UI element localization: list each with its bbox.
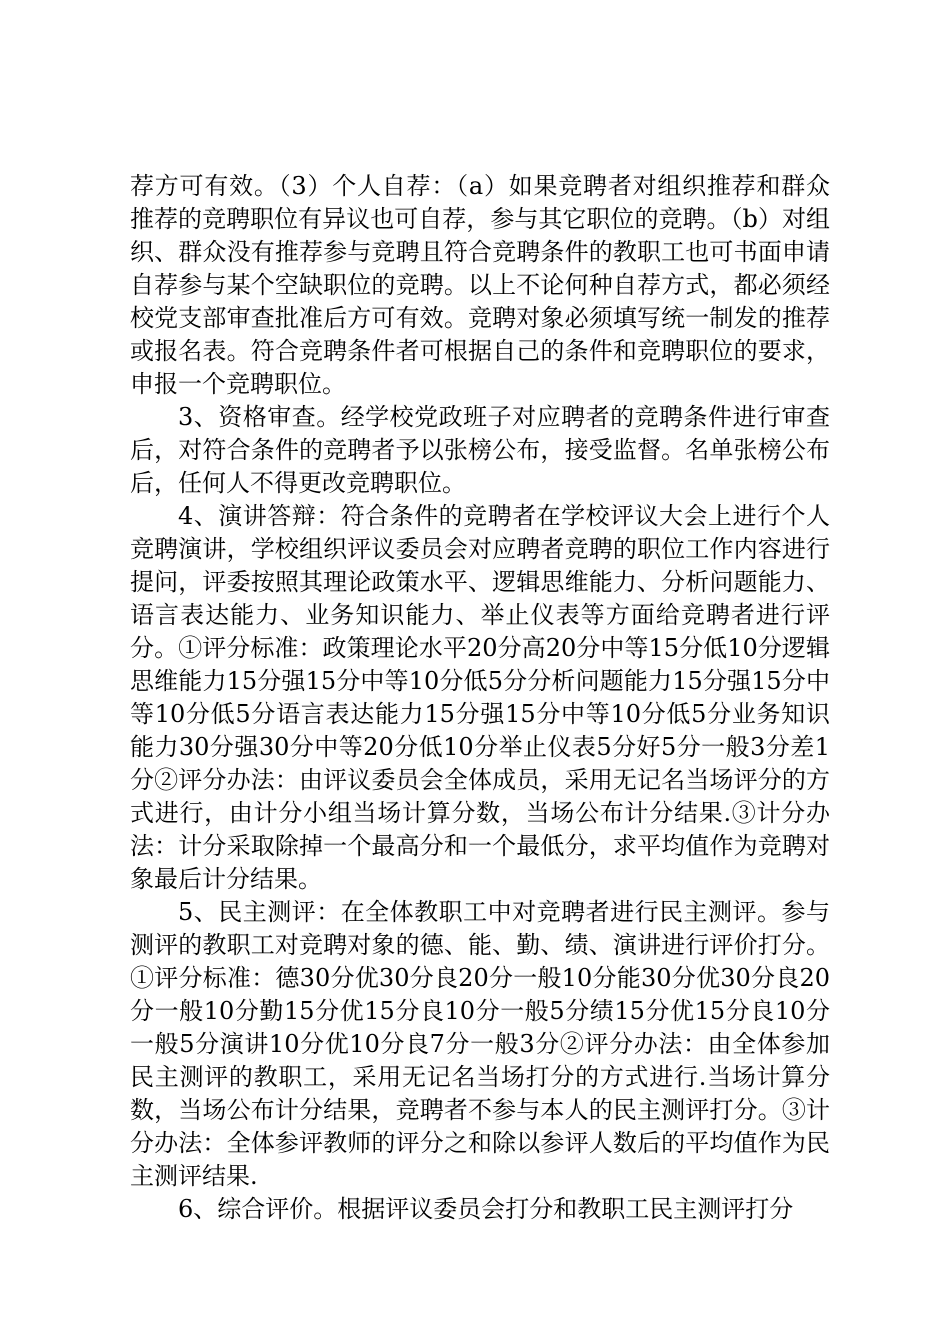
paragraph-comprehensive-evaluation: 6、综合评价。根据评议委员会打分和教职工民主测评打分 bbox=[178, 1195, 794, 1223]
document-body bbox=[130, 170, 830, 1226]
paragraph-speech-defense: 4、演讲答辩：符合条件的竞聘者在学校评议大会上进行个人竞聘演讲，学校组织评议委员会对应聘者竞聘的职位工作内容进行提问，评委按照其理论政策水平、逻辑思维能力、分析问题能力、语言表达能力、业务知识能力、举止仪表等方面给竞聘者进行评分。①评分标准：政策理论水平20分高20分中等15分低10分逻辑思维能力15分强15分中等10分低5分分析问题能力15分强15分中等10分低5分语言表达能力15分强15分中等10分低5分业务知识能力30分强30分中等20分低10分举止仪表5分好5分一般3分差1分②评分办法：由评议委员会全体成员，采用无记名当场评分的方式进行，由计分小组当场计算分数，当场公布计分结果.③计分办法：计分采取除掉一个最高分和一个最低分，求平均值作为竞聘对象最后计分结果。 bbox=[130, 502, 830, 893]
paragraph-qualification-review: 3、资格审查。经学校党政班子对应聘者的竞聘条件进行审查后，对符合条件的竞聘者予以张榜公布，接受监督。名单张榜公布后，任何人不得更改竞聘职位。 bbox=[130, 403, 830, 497]
paragraph-democratic-evaluation: 5、民主测评：在全体教职工中对竞聘者进行民主测评。参与测评的教职工对竞聘对象的德、能、勤、绩、演讲进行评价打分。①评分标准：德30分优30分良20分一般10分能30分优30分良20分一般10分勤15分优15分良10分一般5分绩15分优15分良10分一般5分演讲10分优10分良7分一般3分②评分办法：由全体参加民主测评的教职工，采用无记名当场打分的方式进行.当场计算分数，当场公布计分结果，竞聘者不参与本人的民主测评打分。③计分办法：全体参评教师的评分之和除以参评人数后的平均值作为民主测评结果. bbox=[130, 898, 830, 1190]
paragraph-self-recommendation: 荐方可有效。（3）个人自荐：（a）如果竞聘者对组织推荐和群众推荐的竞聘职位有异议也可自荐，参与其它职位的竞聘。（b）对组织、群众没有推荐参与竞聘且符合竞聘条件的教职工也可书面申请自荐参与某个空缺职位的竞聘。以上不论何种自荐方式，都必须经校党支部审查批准后方可有效。竞聘对象必须填写统一制发的推荐或报名表。符合竞聘条件者可根据自己的条件和竞聘职位的要求，申报一个竞聘职位。 bbox=[130, 172, 830, 398]
